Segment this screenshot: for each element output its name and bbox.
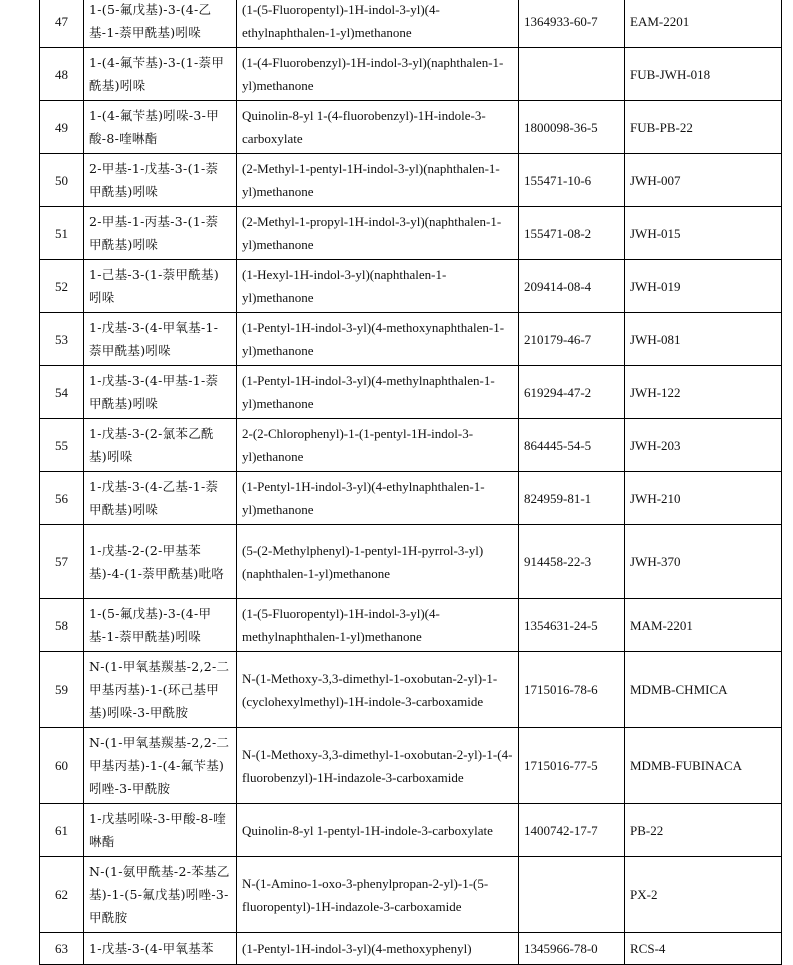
cas-number: 824959-81-1: [519, 472, 625, 525]
row-number: 57: [40, 525, 84, 599]
code-name: JWH-370: [625, 525, 782, 599]
chinese-name: 1-(4-氟苄基)吲哚-3-甲酸-8-喹啉酯: [84, 101, 237, 154]
english-name: N-(1-Amino-1-oxo-3-phenylpropan-2-yl)-1-(5-fluoropentyl)-1H-indazole-3-carboxamide: [237, 857, 519, 933]
table-row: [40, 525, 782, 599]
chinese-name: 1-戊基-2-(2-甲基苯基)-4-(1-萘甲酰基)吡咯: [84, 525, 237, 599]
code-name: MDMB-CHMICA: [625, 652, 782, 728]
code-name: JWH-203: [625, 419, 782, 472]
english-name: N-(1-Methoxy-3,3-dimethyl-1-oxobutan-2-yl)-1-(4-fluorobenzyl)-1H-indazole-3-carboxamide: [237, 728, 519, 804]
row-number: 54: [40, 366, 84, 419]
code-name: PX-2: [625, 857, 782, 933]
cas-number: [519, 48, 625, 101]
code-name: FUB-PB-22: [625, 101, 782, 154]
english-name: 2-(2-Chlorophenyl)-1-(1-pentyl-1H-indol-3-yl)ethanone: [237, 419, 519, 472]
chinese-name: N-(1-甲氧基羰基-2,2-二甲基丙基)-1-(环己基甲基)吲哚-3-甲酰胺: [84, 652, 237, 728]
row-number: 53: [40, 313, 84, 366]
english-name: (1-Pentyl-1H-indol-3-yl)(4-methoxyphenyl): [237, 933, 519, 965]
chinese-name: 1-戊基-3-(2-氯苯乙酰基)吲哚: [84, 419, 237, 472]
chinese-name: 1-戊基-3-(4-甲氧基-1-萘甲酰基)吲哚: [84, 313, 237, 366]
table-row: [40, 366, 782, 419]
chinese-name: 2-甲基-1-戊基-3-(1-萘甲酰基)吲哚: [84, 154, 237, 207]
cas-number: 1345966-78-0: [519, 933, 625, 965]
row-number: 48: [40, 48, 84, 101]
chinese-name: 2-甲基-1-丙基-3-(1-萘甲酰基)吲哚: [84, 207, 237, 260]
cas-number: [519, 857, 625, 933]
english-name: (1-(5-Fluoropentyl)-1H-indol-3-yl)(4-methylnaphthalen-1-yl)methanone: [237, 599, 519, 652]
cas-number: 210179-46-7: [519, 313, 625, 366]
cas-number: 619294-47-2: [519, 366, 625, 419]
code-name: JWH-081: [625, 313, 782, 366]
cas-number: 1364933-60-7: [519, 0, 625, 48]
table-row: [40, 101, 782, 154]
english-name: Quinolin-8-yl 1-(4-fluorobenzyl)-1H-indole-3-carboxylate: [237, 101, 519, 154]
table-row: [40, 804, 782, 857]
cas-number: 1800098-36-5: [519, 101, 625, 154]
code-name: PB-22: [625, 804, 782, 857]
row-number: 58: [40, 599, 84, 652]
chinese-name: 1-戊基-3-(4-甲氧基苯: [84, 933, 237, 965]
table-row: [40, 933, 782, 965]
row-number: 61: [40, 804, 84, 857]
table-row: [40, 652, 782, 728]
table-row: [40, 313, 782, 366]
english-name: (1-(5-Fluoropentyl)-1H-indol-3-yl)(4-ethylnaphthalen-1-yl)methanone: [237, 0, 519, 48]
english-name: (2-Methyl-1-propyl-1H-indol-3-yl)(naphthalen-1-yl)methanone: [237, 207, 519, 260]
row-number: 49: [40, 101, 84, 154]
row-number: 63: [40, 933, 84, 965]
code-name: FUB-JWH-018: [625, 48, 782, 101]
code-name: JWH-210: [625, 472, 782, 525]
row-number: 52: [40, 260, 84, 313]
code-name: JWH-007: [625, 154, 782, 207]
cas-number: 209414-08-4: [519, 260, 625, 313]
row-number: 62: [40, 857, 84, 933]
row-number: 47: [40, 0, 84, 48]
cas-number: 1354631-24-5: [519, 599, 625, 652]
english-name: (1-Pentyl-1H-indol-3-yl)(4-methylnaphthalen-1-yl)methanone: [237, 366, 519, 419]
cas-number: 155471-10-6: [519, 154, 625, 207]
chinese-name: 1-戊基-3-(4-乙基-1-萘甲酰基)吲哚: [84, 472, 237, 525]
code-name: JWH-122: [625, 366, 782, 419]
cas-number: 1715016-77-5: [519, 728, 625, 804]
english-name: (1-(4-Fluorobenzyl)-1H-indol-3-yl)(naphthalen-1-yl)methanone: [237, 48, 519, 101]
cas-number: 1715016-78-6: [519, 652, 625, 728]
chinese-name: 1-戊基-3-(4-甲基-1-萘甲酰基)吲哚: [84, 366, 237, 419]
code-name: MAM-2201: [625, 599, 782, 652]
cas-number: 864445-54-5: [519, 419, 625, 472]
chinese-name: 1-(5-氟戊基)-3-(4-乙基-1-萘甲酰基)吲哚: [84, 0, 237, 48]
code-name: RCS-4: [625, 933, 782, 965]
english-name: (1-Hexyl-1H-indol-3-yl)(naphthalen-1-yl)methanone: [237, 260, 519, 313]
table-row: [40, 472, 782, 525]
cas-number: 155471-08-2: [519, 207, 625, 260]
table-row: [40, 857, 782, 933]
table-row: [40, 207, 782, 260]
row-number: 51: [40, 207, 84, 260]
row-number: 60: [40, 728, 84, 804]
chinese-name: 1-(5-氟戊基)-3-(4-甲基-1-萘甲酰基)吲哚: [84, 599, 237, 652]
chinese-name: N-(1-甲氧基羰基-2,2-二甲基丙基)-1-(4-氟苄基)吲唑-3-甲酰胺: [84, 728, 237, 804]
compound-table: [39, 0, 782, 965]
code-name: JWH-015: [625, 207, 782, 260]
row-number: 50: [40, 154, 84, 207]
chinese-name: 1-己基-3-(1-萘甲酰基)吲哚: [84, 260, 237, 313]
table-row: [40, 154, 782, 207]
table-row: [40, 0, 782, 48]
cas-number: 914458-22-3: [519, 525, 625, 599]
table-row: [40, 419, 782, 472]
english-name: (1-Pentyl-1H-indol-3-yl)(4-ethylnaphthalen-1-yl)methanone: [237, 472, 519, 525]
english-name: Quinolin-8-yl 1-pentyl-1H-indole-3-carboxylate: [237, 804, 519, 857]
table-row: [40, 48, 782, 101]
row-number: 59: [40, 652, 84, 728]
table-row: [40, 728, 782, 804]
table-row: [40, 599, 782, 652]
table-row: [40, 260, 782, 313]
cas-number: 1400742-17-7: [519, 804, 625, 857]
english-name: (5-(2-Methylphenyl)-1-pentyl-1H-pyrrol-3-yl)(naphthalen-1-yl)methanone: [237, 525, 519, 599]
row-number: 55: [40, 419, 84, 472]
code-name: JWH-019: [625, 260, 782, 313]
english-name: (1-Pentyl-1H-indol-3-yl)(4-methoxynaphthalen-1-yl)methanone: [237, 313, 519, 366]
code-name: EAM-2201: [625, 0, 782, 48]
chinese-name: 1-戊基吲哚-3-甲酸-8-喹啉酯: [84, 804, 237, 857]
english-name: (2-Methyl-1-pentyl-1H-indol-3-yl)(naphthalen-1-yl)methanone: [237, 154, 519, 207]
code-name: MDMB-FUBINACA: [625, 728, 782, 804]
chinese-name: N-(1-氨甲酰基-2-苯基乙基)-1-(5-氟戊基)吲唑-3-甲酰胺: [84, 857, 237, 933]
row-number: 56: [40, 472, 84, 525]
english-name: N-(1-Methoxy-3,3-dimethyl-1-oxobutan-2-yl)-1-(cyclohexylmethyl)-1H-indole-3-carboxamide: [237, 652, 519, 728]
chinese-name: 1-(4-氟苄基)-3-(1-萘甲酰基)吲哚: [84, 48, 237, 101]
